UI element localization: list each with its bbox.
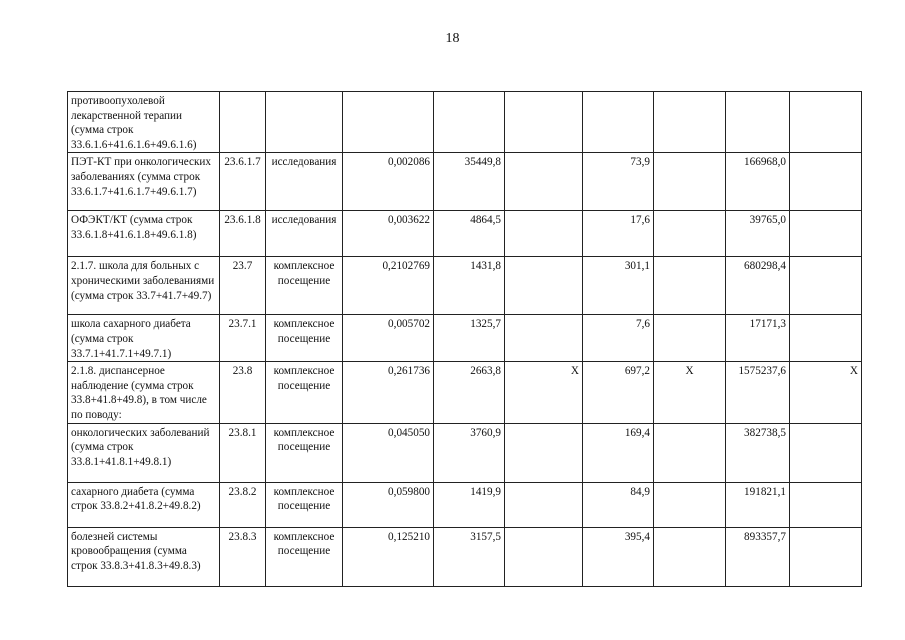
cell-total-cost: 17171,3 — [726, 315, 790, 362]
cell-total-cost: 191821,1 — [726, 482, 790, 527]
cell-cost-norm: 3157,5 — [434, 527, 505, 586]
cell-col-8 — [654, 527, 726, 586]
cell-unit: комплексное посещение — [266, 527, 343, 586]
cell-indicator-name: ОФЭКТ/КТ (сумма строк 33.6.1.8+41.6.1.8+49.6.1.8) — [68, 211, 220, 257]
cell-cost-norm: 3760,9 — [434, 423, 505, 482]
cell-col-8 — [654, 153, 726, 211]
cell-per-capita: 73,9 — [583, 153, 654, 211]
cell-per-capita: 169,4 — [583, 423, 654, 482]
cell-unit: комплексное посещение — [266, 315, 343, 362]
cell-volume-norm: 0,2102769 — [343, 257, 434, 315]
cell-per-capita: 697,2 — [583, 362, 654, 423]
cell-col-6 — [505, 153, 583, 211]
cell-col-8 — [654, 257, 726, 315]
cell-volume-norm: 0,002086 — [343, 153, 434, 211]
cell-row-code: 23.8.3 — [220, 527, 266, 586]
cell-col-10 — [790, 482, 862, 527]
table-row — [68, 482, 862, 527]
table-row — [68, 92, 862, 153]
cell-total-cost: 382738,5 — [726, 423, 790, 482]
cell-cost-norm: 2663,8 — [434, 362, 505, 423]
cell-col-8: Х — [654, 362, 726, 423]
cell-volume-norm: 0,261736 — [343, 362, 434, 423]
cell-row-code: 23.8.2 — [220, 482, 266, 527]
cell-cost-norm — [434, 92, 505, 153]
cell-row-code — [220, 92, 266, 153]
cell-col-8 — [654, 211, 726, 257]
cell-unit: комплексное посещение — [266, 423, 343, 482]
cell-col-8 — [654, 92, 726, 153]
cell-row-code: 23.6.1.7 — [220, 153, 266, 211]
cell-indicator-name: 2.1.8. диспансерное наблюдение (сумма строк 33.8+41.8+49.8), в том числе по поводу: — [68, 362, 220, 423]
cell-total-cost: 680298,4 — [726, 257, 790, 315]
cell-total-cost: 166968,0 — [726, 153, 790, 211]
cell-unit: комплексное посещение — [266, 257, 343, 315]
cell-col-10: Х — [790, 362, 862, 423]
cell-indicator-name: сахарного диабета (сумма строк 33.8.2+41.8.2+49.8.2) — [68, 482, 220, 527]
cell-indicator-name: болезней системы кровообращения (сумма строк 33.8.3+41.8.3+49.8.3) — [68, 527, 220, 586]
cell-total-cost — [726, 92, 790, 153]
cell-per-capita: 7,6 — [583, 315, 654, 362]
cell-col-10 — [790, 257, 862, 315]
cell-per-capita: 395,4 — [583, 527, 654, 586]
cell-row-code: 23.7.1 — [220, 315, 266, 362]
cell-total-cost: 39765,0 — [726, 211, 790, 257]
cell-unit — [266, 92, 343, 153]
cell-row-code: 23.6.1.8 — [220, 211, 266, 257]
cell-per-capita — [583, 92, 654, 153]
cell-volume-norm: 0,059800 — [343, 482, 434, 527]
cell-volume-norm — [343, 92, 434, 153]
cell-col-10 — [790, 211, 862, 257]
table-body — [68, 92, 862, 587]
cell-indicator-name: онкологических заболеваний (сумма строк 33.8.1+41.8.1+49.8.1) — [68, 423, 220, 482]
cell-indicator-name: противоопухолевой лекарственной терапии (сумма строк 33.6.1.6+41.6.1.6+49.6.1.6) — [68, 92, 220, 153]
cell-per-capita: 301,1 — [583, 257, 654, 315]
table-row — [68, 362, 862, 423]
cell-col-8 — [654, 315, 726, 362]
table-row — [68, 423, 862, 482]
cell-cost-norm: 1419,9 — [434, 482, 505, 527]
page-number: 18 — [445, 31, 460, 46]
cell-col-10 — [790, 423, 862, 482]
cell-row-code: 23.7 — [220, 257, 266, 315]
cell-volume-norm: 0,003622 — [343, 211, 434, 257]
cell-unit: комплексное посещение — [266, 482, 343, 527]
cell-cost-norm: 1325,7 — [434, 315, 505, 362]
cell-per-capita: 84,9 — [583, 482, 654, 527]
cell-col-10 — [790, 315, 862, 362]
cell-col-6 — [505, 423, 583, 482]
cell-total-cost: 1575237,6 — [726, 362, 790, 423]
cell-col-6 — [505, 92, 583, 153]
cell-indicator-name: школа сахарного диабета (сумма строк 33.7.1+41.7.1+49.7.1) — [68, 315, 220, 362]
cell-col-6 — [505, 482, 583, 527]
cell-col-6: Х — [505, 362, 583, 423]
cell-volume-norm: 0,005702 — [343, 315, 434, 362]
cell-col-6 — [505, 527, 583, 586]
cell-cost-norm: 4864,5 — [434, 211, 505, 257]
cell-row-code: 23.8.1 — [220, 423, 266, 482]
cell-cost-norm: 35449,8 — [434, 153, 505, 211]
cell-indicator-name: ПЭТ-КТ при онкологических заболеваниях (сумма строк 33.6.1.7+41.6.1.7+49.6.1.7) — [68, 153, 220, 211]
cell-total-cost: 893357,7 — [726, 527, 790, 586]
cell-col-10 — [790, 153, 862, 211]
cell-col-6 — [505, 257, 583, 315]
cell-unit: исследования — [266, 211, 343, 257]
table-row — [68, 527, 862, 586]
cell-cost-norm: 1431,8 — [434, 257, 505, 315]
financing-table — [67, 91, 862, 587]
cell-indicator-name: 2.1.7. школа для больных с хроническими заболеваниями (сумма строк 33.7+41.7+49.7) — [68, 257, 220, 315]
cell-row-code: 23.8 — [220, 362, 266, 423]
cell-volume-norm: 0,125210 — [343, 527, 434, 586]
cell-col-10 — [790, 527, 862, 586]
table-row — [68, 211, 862, 257]
cell-col-8 — [654, 423, 726, 482]
table-row — [68, 153, 862, 211]
cell-per-capita: 17,6 — [583, 211, 654, 257]
cell-col-6 — [505, 211, 583, 257]
cell-col-8 — [654, 482, 726, 527]
cell-unit: комплексное посещение — [266, 362, 343, 423]
cell-col-6 — [505, 315, 583, 362]
table-row — [68, 257, 862, 315]
cell-col-10 — [790, 92, 862, 153]
cell-volume-norm: 0,045050 — [343, 423, 434, 482]
cell-unit: исследования — [266, 153, 343, 211]
table-row — [68, 315, 862, 362]
